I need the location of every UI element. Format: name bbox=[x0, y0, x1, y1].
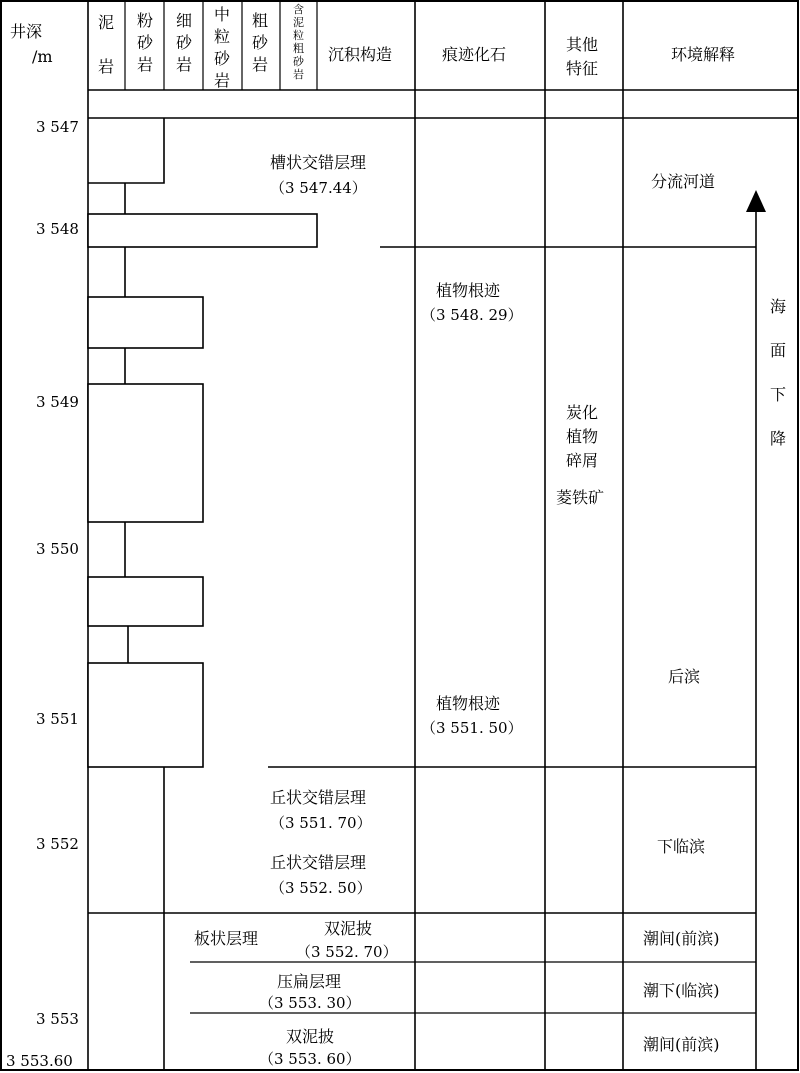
header-coarse-sand-2: 砂 bbox=[252, 33, 269, 52]
depth-tick: 3 550 bbox=[36, 540, 79, 558]
figure-frame bbox=[1, 1, 798, 1070]
environment-label: 下临滨 bbox=[657, 837, 706, 856]
header-medium-sand-4: 岩 bbox=[214, 71, 231, 90]
header-pebbly-sand-5: 砂 bbox=[293, 55, 304, 68]
structure-label: 双泥披 bbox=[286, 1027, 335, 1046]
depth-tick: 3 547 bbox=[36, 118, 79, 136]
litho-bed-6 bbox=[88, 663, 203, 767]
trace-fossil-depth: （3 548. 29） bbox=[421, 306, 523, 324]
header-mudstone-2: 岩 bbox=[98, 57, 115, 76]
header-coarse-sand-3: 岩 bbox=[252, 55, 269, 74]
litho-bed-2 bbox=[88, 214, 317, 247]
trace-fossil-depth: （3 551. 50） bbox=[421, 719, 523, 737]
structure-depth: （3 553. 30） bbox=[259, 994, 361, 1012]
sea-level-arrow-icon bbox=[746, 190, 766, 212]
trace-fossil-label: 植物根迹 bbox=[436, 281, 501, 300]
depth-tick: 3 552 bbox=[36, 835, 79, 853]
structure-label: 丘状交错层理 bbox=[270, 788, 367, 807]
depth-tick: 3 553 bbox=[36, 1010, 79, 1028]
header-fine-sand-2: 砂 bbox=[176, 33, 193, 52]
header-depth: 井深 bbox=[10, 22, 43, 41]
structure-depth: （3 552. 50） bbox=[270, 879, 372, 897]
feature-line: 碎屑 bbox=[566, 451, 599, 470]
header-pebbly-sand-2: 泥 bbox=[293, 16, 304, 29]
header-other-features-2: 特征 bbox=[566, 59, 599, 78]
header-pebbly-sand-1: 含 bbox=[293, 3, 304, 16]
header-medium-sand-1: 中 bbox=[214, 5, 231, 24]
depth-tick: 3 548 bbox=[36, 220, 79, 238]
depth-tick: 3 549 bbox=[36, 393, 79, 411]
trend-char: 面 bbox=[770, 341, 787, 360]
structure-label: 槽状交错层理 bbox=[270, 153, 367, 172]
feature-line: 炭化 bbox=[566, 403, 599, 422]
structure-depth: （3 547.44） bbox=[270, 179, 367, 197]
header-coarse-sand-1: 粗 bbox=[252, 11, 269, 30]
feature-mineral: 菱铁矿 bbox=[556, 488, 605, 507]
header-sedimentary-structure: 沉积构造 bbox=[328, 45, 393, 64]
header-siltstone-2: 砂 bbox=[137, 33, 154, 52]
header-fine-sand-1: 细 bbox=[176, 11, 193, 30]
header-medium-sand-2: 粒 bbox=[214, 27, 231, 46]
header-pebbly-sand-6: 岩 bbox=[293, 68, 304, 81]
litho-bed-1 bbox=[88, 118, 164, 183]
header-depth-unit: /m bbox=[32, 47, 53, 66]
environment-label: 分流河道 bbox=[651, 172, 716, 191]
structure-depth: （3 552. 70） bbox=[296, 943, 398, 961]
header-other-features-1: 其他 bbox=[566, 35, 599, 54]
header-mudstone-1: 泥 bbox=[98, 13, 115, 32]
litho-bed-3 bbox=[88, 297, 203, 348]
header-trace-fossil: 痕迹化石 bbox=[442, 45, 507, 64]
header-siltstone-1: 粉 bbox=[137, 11, 154, 30]
structure-label: 压扁层理 bbox=[277, 972, 342, 991]
structure-label: 板状层理 bbox=[194, 929, 259, 948]
trace-fossil-label: 植物根迹 bbox=[436, 694, 501, 713]
litho-bed-5 bbox=[88, 577, 203, 626]
header-siltstone-3: 岩 bbox=[137, 55, 154, 74]
header-environment: 环境解释 bbox=[671, 45, 736, 64]
header-pebbly-sand-3: 粒 bbox=[293, 29, 304, 42]
depth-tick: 3 551 bbox=[36, 710, 79, 728]
structure-label: 双泥披 bbox=[324, 919, 373, 938]
trend-char: 下 bbox=[770, 385, 787, 404]
structure-depth: （3 551. 70） bbox=[270, 814, 372, 832]
header-pebbly-sand-4: 粗 bbox=[293, 42, 304, 55]
environment-label: 潮间(前滨) bbox=[643, 929, 720, 948]
structure-label: 丘状交错层理 bbox=[270, 853, 367, 872]
environment-label: 潮间(前滨) bbox=[643, 1035, 720, 1054]
header-fine-sand-3: 岩 bbox=[176, 55, 193, 74]
trend-char: 降 bbox=[770, 429, 787, 448]
feature-line: 植物 bbox=[566, 427, 599, 446]
structure-depth: （3 553. 60） bbox=[259, 1050, 361, 1068]
header-medium-sand-3: 砂 bbox=[214, 49, 231, 68]
environment-label: 潮下(临滨) bbox=[643, 981, 720, 1000]
depth-tick: 3 553.60 bbox=[6, 1052, 73, 1070]
litho-bed-4 bbox=[88, 384, 203, 522]
trend-char: 海 bbox=[770, 297, 787, 316]
environment-label: 后滨 bbox=[668, 667, 701, 686]
